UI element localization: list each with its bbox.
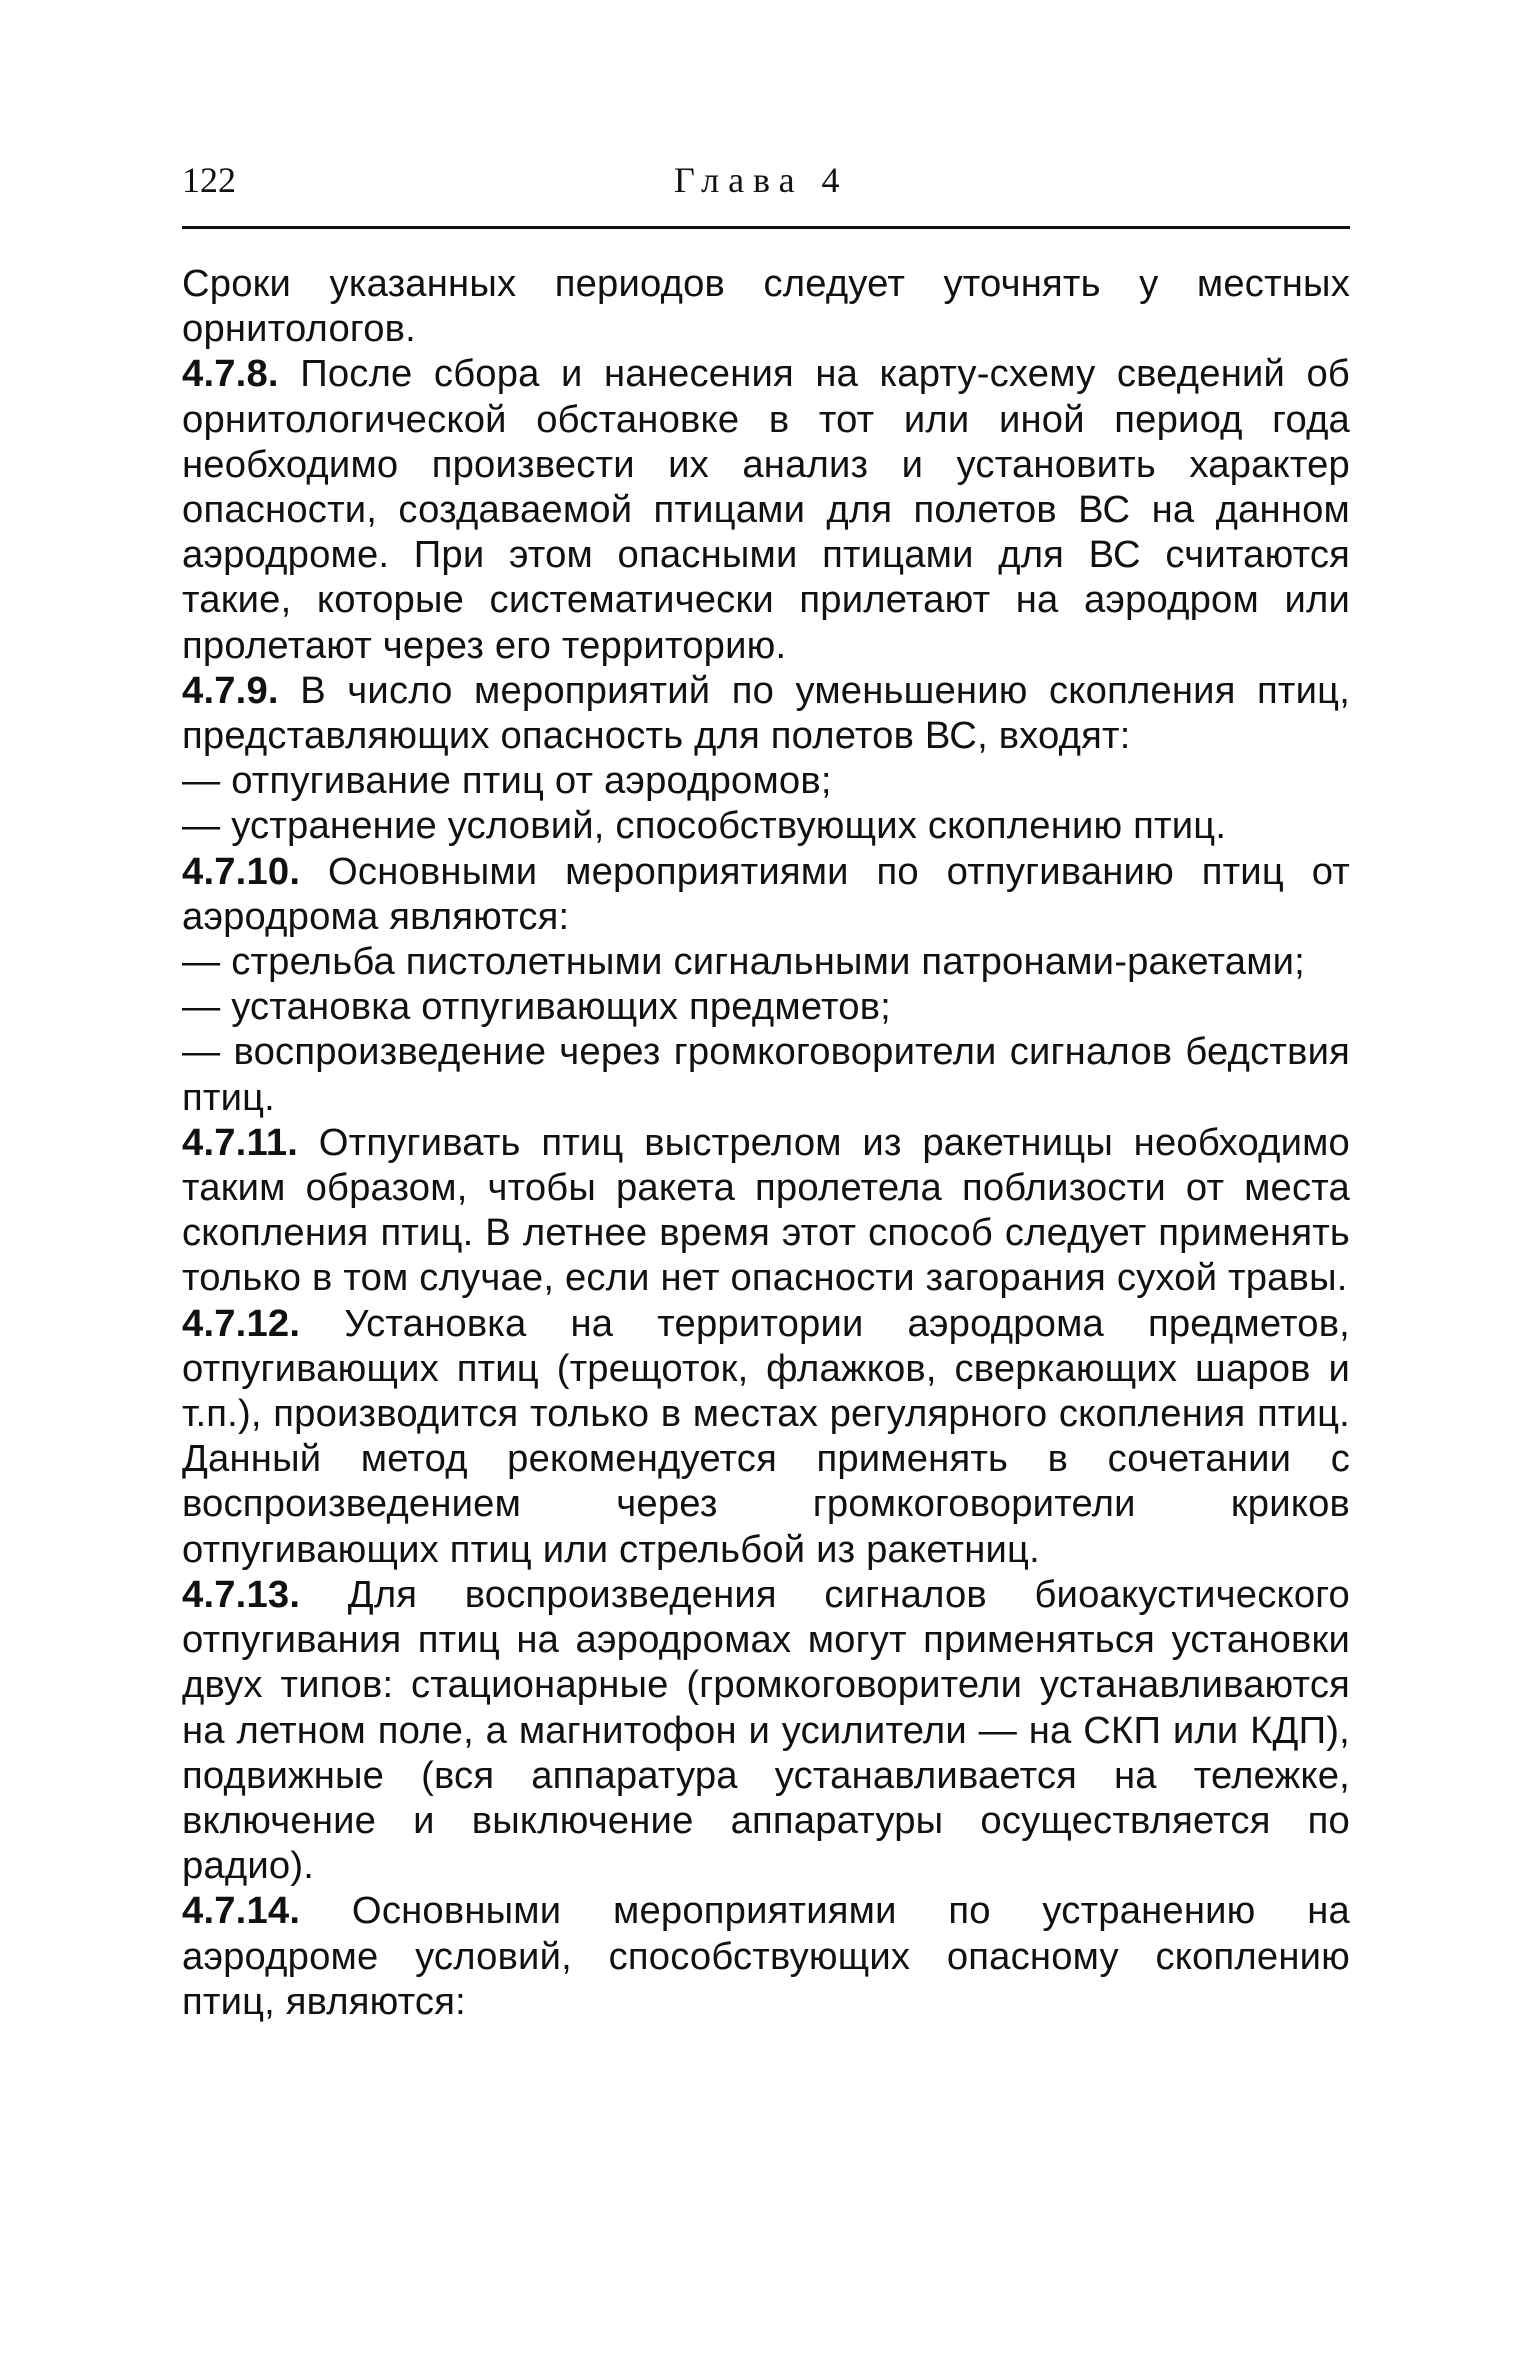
paragraph-4-7-9: 4.7.9. В число мероприятий по уменьшению скопления птиц, представляющих опасность для полетов ВС, входят: (182, 668, 1350, 758)
section-number: 4.7.11. (182, 1120, 299, 1164)
paragraph-4-7-14: 4.7.14. Основными мероприятиями по устранению на аэродроме условий, способствующих опасному скоплению птиц, являются: (182, 1889, 1350, 2023)
list-item: — устранение условий, способствующих скоплению птиц. (182, 804, 1227, 848)
section-number: 4.7.13. (182, 1572, 301, 1616)
paragraph-4-7-13: 4.7.13. Для воспроизведения сигналов биоакустического отпугивания птиц на аэродромах могут применяться установки двух типов: стационарные (громкоговорители устанавливаются на летном поле, а магнитофон и усилители — на СКП или КДП), подвижные (вся аппаратура устанавливается на тележке, включение и выключение аппаратуры осуществляется по радио). (182, 1572, 1350, 1888)
paragraph-4-7-11: 4.7.11. Отпугивать птиц выстрелом из ракетницы необходимо таким образом, чтобы ракета пролетела поблизости от места скопления птиц. В летнее время этот способ следует применять только в том случае, если нет опасности загорания сухой травы. (182, 1120, 1350, 1300)
paragraph-intro: Сроки указанных периодов следует уточнять у местных орнитологов. (182, 262, 1350, 351)
page-number: 122 (182, 160, 236, 200)
section-number: 4.7.12. (182, 1301, 301, 1345)
list-item: — установка отпугивающих предметов; (182, 985, 891, 1029)
section-number: 4.7.10. (182, 849, 301, 893)
running-head (182, 150, 1350, 216)
list-item: — воспроизведение через громкоговорители сигналов бедствия птиц. (182, 1030, 1350, 1119)
section-number: 4.7.8. (182, 352, 279, 396)
header-rule (182, 226, 1350, 229)
paragraph-4-7-8: 4.7.8. После сбора и нанесения на карту-схему сведений об орнитологической обстановке в тот или иной период года необходимо произвести их анализ и установить характер опасности, создаваемой птицами для полетов ВС на данном аэродроме. При этом опасными птицами для ВС считаются такие, которые систематически прилетают на аэродром или пролетают через его территорию. (182, 352, 1350, 667)
chapter-title: Глава 4 (674, 160, 849, 200)
page-body (182, 261, 1350, 2024)
book-page (182, 150, 1350, 2024)
paragraph-4-7-12: 4.7.12. Установка на территории аэродрома предметов, отпугивающих птиц (трещоток, флажков, сверкающих шаров и т.п.), производится только в местах регулярного скопления птиц. Данный метод рекомендуется применять в сочетании с воспроизведением через громкоговорители криков отпугивающих птиц или стрельбой из ракетниц. (182, 1301, 1350, 1571)
paragraph-4-7-10: 4.7.10. Основными мероприятиями по отпугиванию птиц от аэродрома являются: (182, 849, 1350, 938)
section-number: 4.7.14. (182, 1889, 301, 1933)
list-item: — стрельба пистолетными сигнальными патронами-ракетами; (182, 940, 1305, 984)
list-item: — отпугивание птиц от аэродромов; (182, 759, 832, 803)
section-number: 4.7.9. (182, 668, 279, 712)
